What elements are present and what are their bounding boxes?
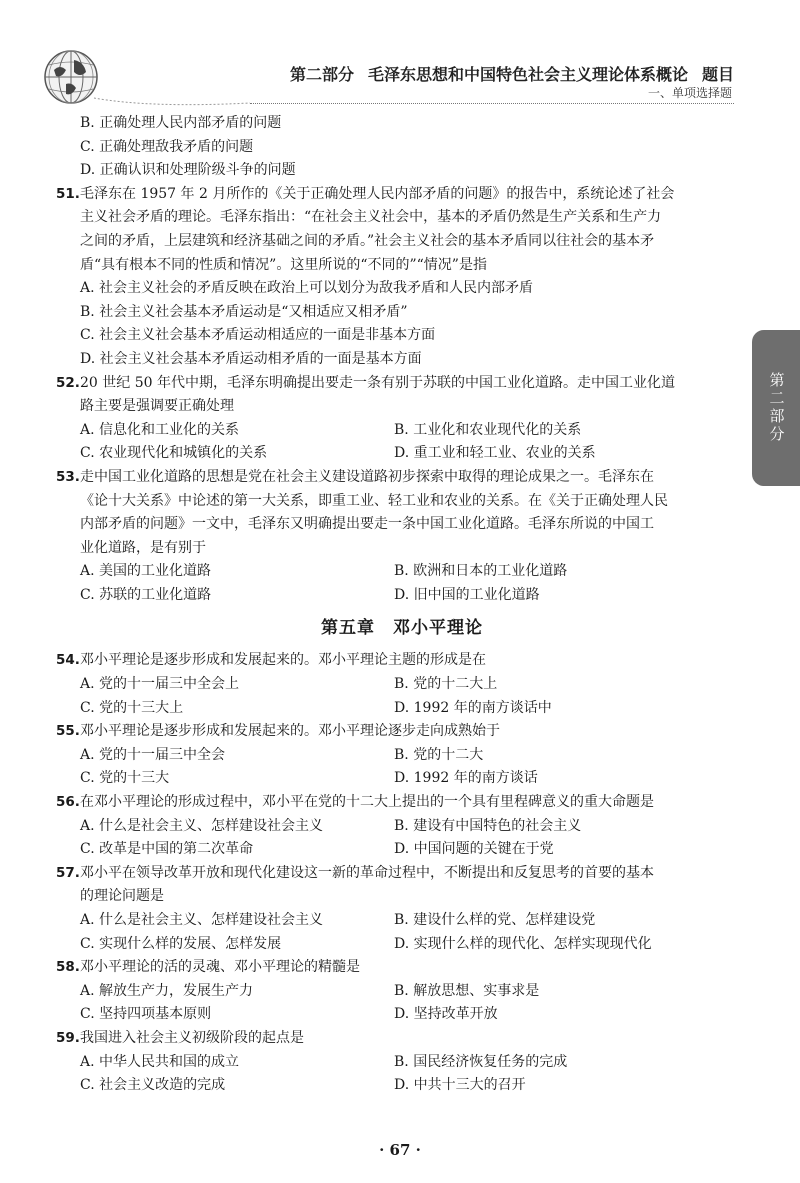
option-53-d: D. 旧中国的工业化道路	[394, 586, 540, 603]
option-53-a: A. 美国的工业化道路	[80, 563, 212, 580]
question-text-line: 毛泽东在 1957 年 2 月所作的《关于正确处理人民内部矛盾的问题》的报告中，系统论述了社会	[80, 185, 675, 202]
option-53-b: B. 欧洲和日本的工业化道路	[394, 563, 568, 580]
header-divider	[250, 103, 734, 104]
option-50-c: C. 正确处理敌我矛盾的问题	[80, 138, 254, 155]
chapter-title: 邓小平理论	[393, 618, 483, 639]
option-59-d: D. 中共十三大的召开	[394, 1077, 526, 1094]
option-55-b: B. 党的十二大	[394, 746, 484, 763]
header-decoration	[90, 58, 260, 108]
chapter-number: 第五章	[321, 618, 375, 639]
side-tab-part-two	[752, 330, 800, 486]
option-52-b: B. 工业化和农业现代化的关系	[394, 421, 582, 438]
header-book-title: 毛泽东思想和中国特色社会主义理论体系概论	[367, 65, 688, 84]
option-57-d: D. 实现什么样的现代化、怎样实现现代化	[394, 935, 652, 952]
option-58-c: C. 坚持四项基本原则	[80, 1006, 212, 1023]
question-58	[56, 956, 728, 980]
question-number: 57.	[56, 864, 80, 881]
header-title	[290, 62, 734, 85]
question-number: 56.	[56, 794, 80, 811]
option-54-d: D. 1992 年的南方谈话中	[394, 699, 552, 716]
option-58-a: A. 解放生产力，发展生产力	[80, 982, 254, 999]
option-56-c: C. 改革是中国的第二次革命	[80, 841, 254, 858]
option-58-b: B. 解放思想、实事求是	[394, 982, 540, 999]
question-53	[56, 466, 728, 560]
option-51-c: C. 社会主义社会基本矛盾运动相适应的一面是非基本方面	[80, 327, 436, 344]
option-57-b: B. 建设什么样的党、怎样建设党	[394, 912, 596, 928]
question-text-line: 《论十大关系》中论述的第一大关系，即重工业、轻工业和农业的关系。在《关于正确处理人民	[80, 492, 668, 509]
question-text-line: 邓小平理论是逐步形成和发展起来的。邓小平理论逐步走向成熟始于	[80, 723, 500, 740]
option-59-c: C. 社会主义改造的完成	[80, 1077, 226, 1094]
option-52-c: C. 农业现代化和城镇化的关系	[80, 445, 268, 462]
question-number: 58.	[56, 959, 80, 976]
question-text-line: 路主要是强调要正确处理	[80, 398, 234, 415]
question-text-line: 走中国工业化道路的思想是党在社会主义建设道路初步探索中取得的理论成果之一。毛泽东在	[80, 468, 654, 485]
page-header	[0, 0, 800, 110]
question-text-line: 邓小平理论的活的灵魂、邓小平理论的精髓是	[80, 959, 360, 976]
option-58-d: D. 坚持改革开放	[394, 1006, 498, 1023]
option-51-a: A. 社会主义社会的矛盾反映在政治上可以划分为敌我矛盾和人民内部矛盾	[80, 280, 534, 297]
question-number: 52.	[56, 374, 80, 391]
option-57-a: A. 什么是社会主义、怎样建设社会主义	[80, 912, 324, 928]
option-56-d: D. 中国问题的关键在于党	[394, 841, 554, 858]
question-number: 53.	[56, 468, 80, 485]
option-55-a: A. 党的十一届三中全会	[80, 746, 226, 763]
question-59	[56, 1027, 728, 1051]
question-number: 59.	[56, 1029, 80, 1046]
option-50-d: D. 正确认识和处理阶级斗争的问题	[80, 162, 296, 179]
question-56	[56, 791, 728, 815]
header-subtitle: 一、单项选择题	[647, 86, 732, 100]
question-number: 55.	[56, 723, 80, 740]
option-57-c: C. 实现什么样的发展、怎样发展	[80, 935, 282, 952]
question-number: 54.	[56, 652, 80, 669]
question-text-line: 邓小平理论是逐步形成和发展起来的。邓小平理论主题的形成是在	[80, 652, 486, 669]
question-text-line: 在邓小平理论的形成过程中，邓小平在党的十二大上提出的一个具有里程碑意义的重大命题是	[80, 794, 654, 811]
side-tab-label: 第二部分	[767, 372, 786, 444]
option-55-c: C. 党的十三大	[80, 770, 170, 787]
question-text-line: 的理论问题是	[80, 888, 164, 905]
question-54	[56, 649, 728, 673]
option-55-d: D. 1992 年的南方谈话	[394, 770, 538, 787]
question-51	[56, 183, 728, 277]
question-number: 51.	[56, 185, 80, 202]
question-text-line: 业化道路，是有别于	[80, 539, 206, 556]
option-54-a: A. 党的十一届三中全会上	[80, 676, 240, 693]
option-51-b: B. 社会主义社会基本矛盾运动是“又相适应又相矛盾”	[80, 303, 408, 320]
question-text-line: 20 世纪 50 年代中期，毛泽东明确提出要走一条有别于苏联的中国工业化道路。走中国工业化道	[80, 374, 675, 391]
option-53-c: C. 苏联的工业化道路	[80, 586, 212, 603]
question-text-line: 之间的矛盾，上层建筑和经济基础之间的矛盾。”社会主义社会的基本矛盾同以往社会的基本矛	[80, 232, 655, 249]
option-52-d: D. 重工业和轻工业、农业的关系	[394, 445, 596, 462]
question-list	[56, 112, 728, 1098]
question-57	[56, 862, 728, 909]
question-52	[56, 372, 728, 419]
option-52-a: A. 信息化和工业化的关系	[80, 421, 240, 438]
chapter-heading	[56, 607, 728, 649]
option-54-b: B. 党的十二大上	[394, 676, 498, 693]
option-51-d: D. 社会主义社会基本矛盾运动相矛盾的一面是基本方面	[80, 350, 422, 367]
question-55	[56, 720, 728, 744]
option-56-b: B. 建设有中国特色的社会主义	[394, 817, 582, 834]
question-text-line: 内部矛盾的问题》一文中，毛泽东又明确提出要走一条中国工业化道路。毛泽东所说的中国工	[80, 516, 654, 533]
header-part: 第二部分	[289, 65, 354, 84]
question-text-line: 主义社会矛盾的理论。毛泽东指出：“在社会主义社会中，基本的矛盾仍然是生产关系和生产力	[80, 209, 662, 226]
question-text-line: 邓小平在领导改革开放和现代化建设这一新的革命过程中，不断提出和反复思考的首要的基本	[80, 864, 654, 881]
option-59-b: B. 国民经济恢复任务的完成	[394, 1053, 568, 1070]
page-number: · 67 ·	[379, 1141, 421, 1159]
option-54-c: C. 党的十三大上	[80, 699, 184, 716]
option-56-a: A. 什么是社会主义、怎样建设社会主义	[80, 817, 324, 834]
header-section-tag: 题目	[701, 65, 734, 84]
option-59-a: A. 中华人民共和国的成立	[80, 1053, 240, 1070]
question-text-line: 我国进入社会主义初级阶段的起点是	[80, 1029, 304, 1046]
option-50-b: B. 正确处理人民内部矛盾的问题	[80, 115, 282, 131]
question-text-line: 盾“具有根本不同的性质和情况”。这里所说的“不同的”“情况”是指	[80, 256, 487, 273]
